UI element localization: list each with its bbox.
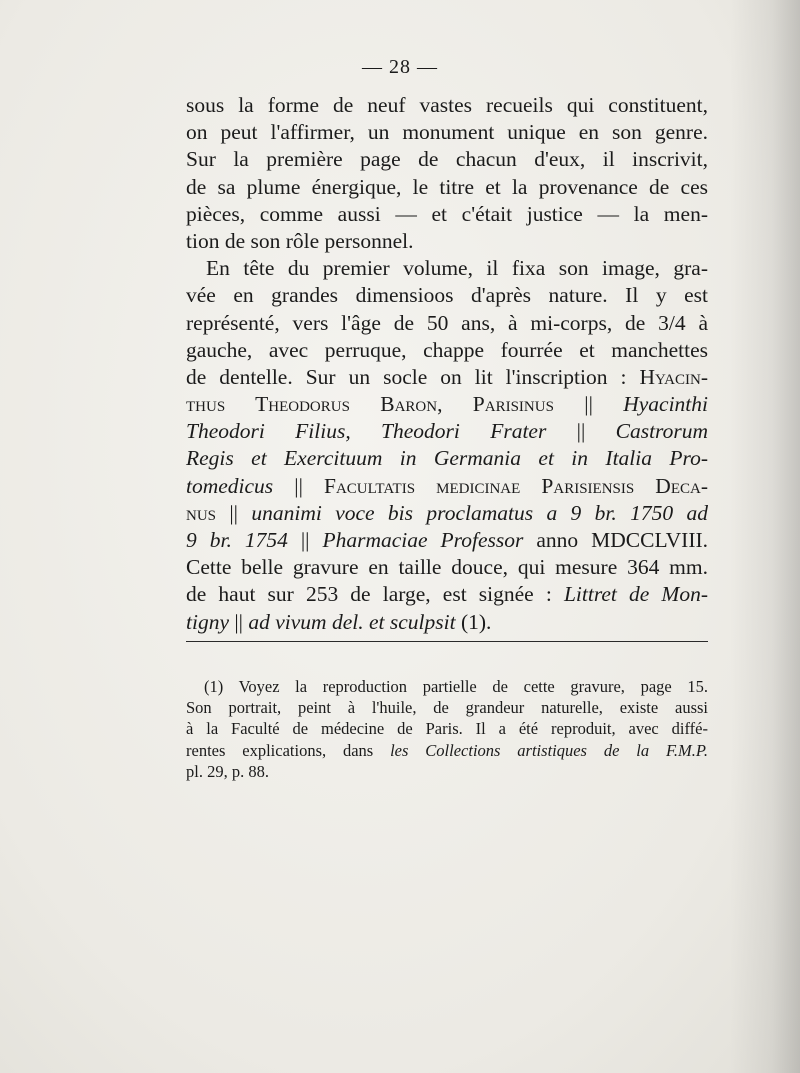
signature-segment: tigny — [186, 609, 229, 634]
separator: || — [553, 392, 624, 417]
footnote — [186, 676, 708, 782]
page-number: — 28 — — [362, 56, 438, 78]
inscription-segment: unanimi voce bis proclamatus a 9 br. 1750 ad — [251, 500, 708, 525]
footnote-line: à la Faculté de médecine de Paris. Il a été reproduit, avec diffé- — [186, 719, 708, 739]
separator: || — [216, 500, 252, 525]
text-line — [186, 473, 708, 500]
separator: || — [229, 609, 249, 634]
text-segment: de haut sur 253 de large, est signée : — [186, 582, 564, 607]
inscription-segment: Theodori Filius, Theodori Frater — [186, 419, 547, 444]
text-line: Sur la première page de chacun d'eux, il inscrivit, — [186, 147, 708, 172]
signature-segment: Littret de Mon- — [563, 582, 708, 607]
page-shadow — [730, 0, 800, 1073]
text-line: Cette belle gravure en taille douce, qui mesure 364 mm. — [186, 555, 708, 580]
text-line — [186, 527, 708, 554]
inscription-segment: Regis et Exercituum in Germania et in Italia Pro- — [186, 446, 708, 471]
inscription-segment: 9 br. 1754 — [186, 528, 288, 552]
text-line — [186, 500, 708, 527]
footnote-line — [186, 740, 708, 761]
inscription-segment: Facultatis medicinae Parisiensis Deca- — [324, 473, 708, 498]
text-line: vée en grandes dimensioos d'après nature. Il y est — [186, 283, 708, 308]
text-line: En tête du premier volume, il fixa son image, gra- — [206, 256, 708, 281]
inscription-segment: Hyacin- — [639, 364, 708, 389]
separator: || — [273, 473, 324, 498]
main-text — [186, 92, 708, 636]
text-segment: de dentelle. Sur un socle on lit l'inscription : — [186, 364, 640, 389]
inscription-segment: thus Theodorus Baron, Parisinus — [186, 392, 554, 417]
signature-segment: ad vivum del. et sculpsit — [248, 609, 456, 634]
inscription-segment: Castrorum — [615, 419, 709, 444]
text-line — [186, 364, 708, 391]
text-line — [186, 581, 708, 608]
footnote-line: Son portrait, peint à l'huile, de grandeur naturelle, existe aussi — [186, 698, 708, 718]
text-line — [186, 391, 708, 418]
text-line — [186, 445, 708, 472]
text-line — [186, 418, 708, 445]
footnote-rule — [186, 641, 708, 642]
footnote-title: les Collections artistiques de la F.M.P. — [390, 740, 708, 760]
text-line: pièces, comme aussi — et c'était justice — la men- — [186, 201, 708, 226]
text-line — [186, 609, 708, 636]
footnote-line: pl. 29, p. 88. — [186, 761, 269, 781]
separator: || — [287, 528, 323, 552]
inscription-segment: Pharmaciae Professor — [322, 528, 524, 552]
footnote-segment: rentes explications, dans — [186, 740, 391, 760]
text-segment: anno MDCCLVIII. — [523, 528, 709, 552]
text-line: on peut l'affirmer, un monument unique en son genre. — [186, 120, 708, 145]
inscription-segment: tomedicus — [186, 473, 274, 498]
text-line: représenté, vers l'âge de 50 ans, à mi-corps, de 3/4 à — [186, 310, 708, 335]
footnote-line: (1) Voyez la reproduction partielle de cette gravure, page 15. — [204, 677, 708, 696]
separator: || — [546, 419, 616, 444]
text-line: gauche, avec perruque, chappe fourrée et manchettes — [186, 337, 708, 362]
inscription-segment: nus — [186, 500, 217, 525]
text-line: tion de son rôle personnel. — [186, 228, 414, 253]
text-line: de sa plume énergique, le titre et la provenance de ces — [186, 174, 708, 199]
inscription-segment: Hyacinthi — [623, 392, 708, 417]
text-line: sous la forme de neuf vastes recueils qui constituent, — [186, 93, 708, 117]
footnote-ref: (1). — [455, 609, 492, 634]
